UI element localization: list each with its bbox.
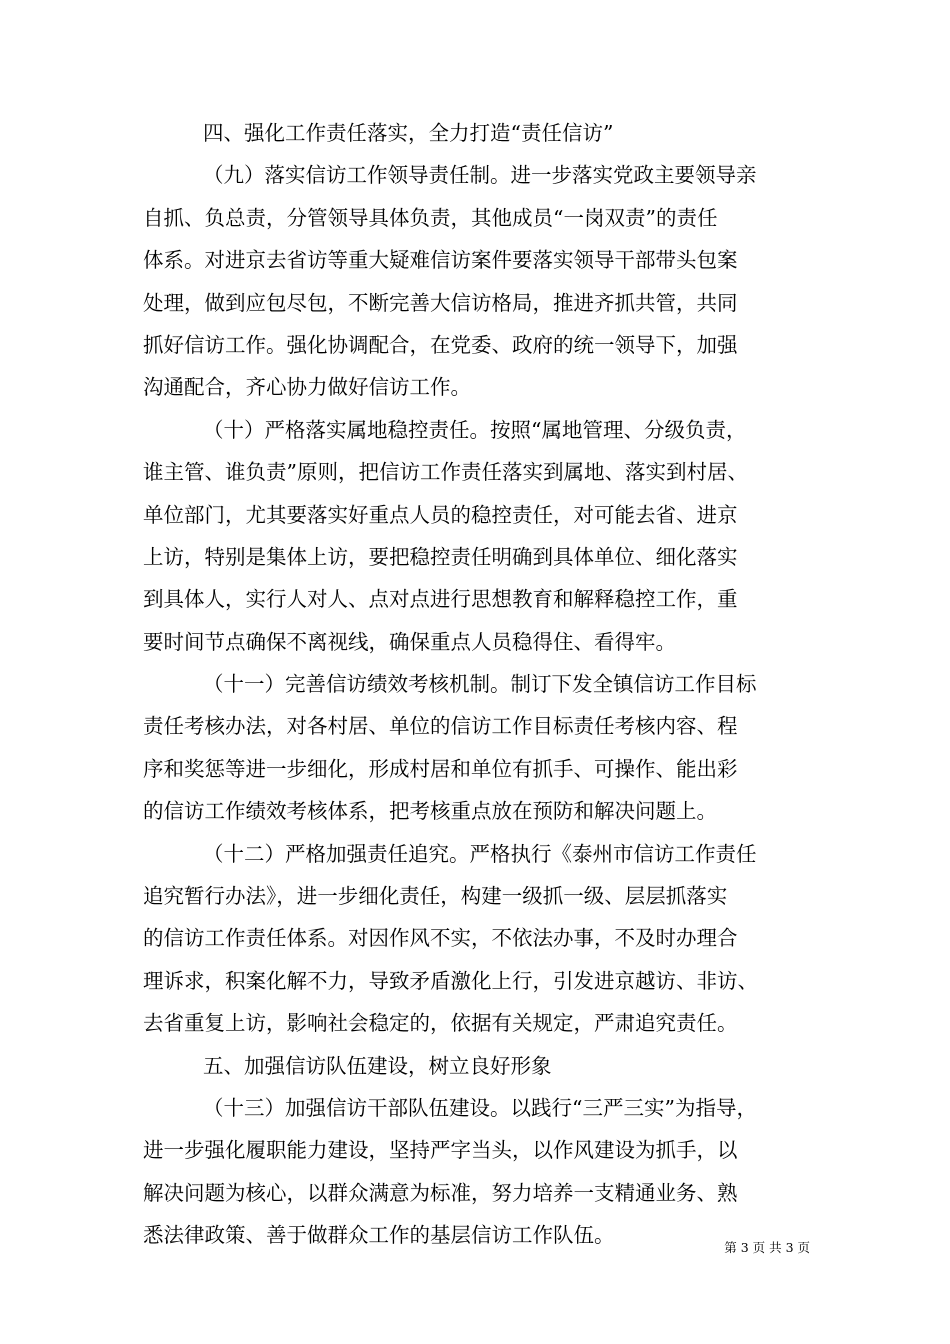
- page-number-footer: 第 3 页 共 3 页: [724, 1240, 810, 1255]
- text-line: （十三）加强信访干部队伍建设。以践行“三严三实”为指导，: [203, 1095, 757, 1120]
- text-line: （十）严格落实属地稳控责任。按照“属地管理、分级负责，: [203, 417, 747, 442]
- text-line: （九）落实信访工作领导责任制。进一步落实党政主要领导亲: [203, 163, 757, 188]
- text-line: 悉法律政策、善于做群众工作的基层信访工作队伍。: [143, 1223, 615, 1248]
- text-line: 自抓、负总责，分管领导具体负责，其他成员“一岗双责”的责任: [143, 205, 718, 230]
- text-line: 五、加强信访队伍建设，树立良好形象: [203, 1053, 552, 1078]
- text-line: 体系。对进京去省访等重大疑难信访案件要落实领导干部带头包案: [143, 248, 738, 273]
- text-line: 理诉求，积案化解不力，导致矛盾激化上行，引发进京越访、非访、: [143, 968, 758, 993]
- text-line: 的信访工作绩效考核体系，把考核重点放在预防和解决问题上。: [143, 799, 717, 824]
- text-line: （十一）完善信访绩效考核机制。制订下发全镇信访工作目标: [203, 672, 757, 697]
- text-line: 责任考核办法，对各村居、单位的信访工作目标责任考核内容、程: [143, 714, 738, 739]
- text-line: 序和奖惩等进一步细化，形成村居和单位有抓手、可操作、能出彩: [143, 756, 738, 781]
- text-line: 谁主管、谁负责”原则，把信访工作责任落实到属地、落实到村居、: [143, 460, 748, 485]
- text-line: 上访，特别是集体上访，要把稳控责任明确到具体单位、细化落实: [143, 544, 738, 569]
- document-body: [143, 112, 809, 1257]
- text-line: 抓好信访工作。强化协调配合，在党委、政府的统一领导下，加强: [143, 332, 738, 357]
- text-line: 单位部门，尤其要落实好重点人员的稳控责任，对可能去省、进京: [143, 502, 738, 527]
- text-line: 解决问题为核心，以群众满意为标准，努力培养一支精通业务、熟: [143, 1180, 738, 1205]
- text-line: （十二）严格加强责任追究。严格执行《泰州市信访工作责任: [203, 841, 757, 866]
- text-line: 到具体人，实行人对人、点对点进行思想教育和解释稳控工作，重: [143, 587, 738, 612]
- text-line: 处理，做到应包尽包，不断完善大信访格局，推进齐抓共管，共同: [143, 290, 738, 315]
- text-line: 追究暂行办法》，进一步细化责任，构建一级抓一级、层层抓落实: [143, 884, 728, 909]
- text-line: 进一步强化履职能力建设，坚持严字当头，以作风建设为抓手，以: [143, 1138, 738, 1163]
- text-line: 四、强化工作责任落实，全力打造“责任信访”: [203, 121, 614, 145]
- text-line: 沟通配合，齐心协力做好信访工作。: [143, 375, 471, 400]
- text-line: 的信访工作责任体系。对因作风不实，不依法办事，不及时办理合: [143, 926, 738, 951]
- text-line: 去省重复上访，影响社会稳定的，依据有关规定，严肃追究责任。: [143, 1011, 738, 1036]
- text-line: 要时间节点确保不离视线，确保重点人员稳得住、看得牢。: [143, 629, 676, 654]
